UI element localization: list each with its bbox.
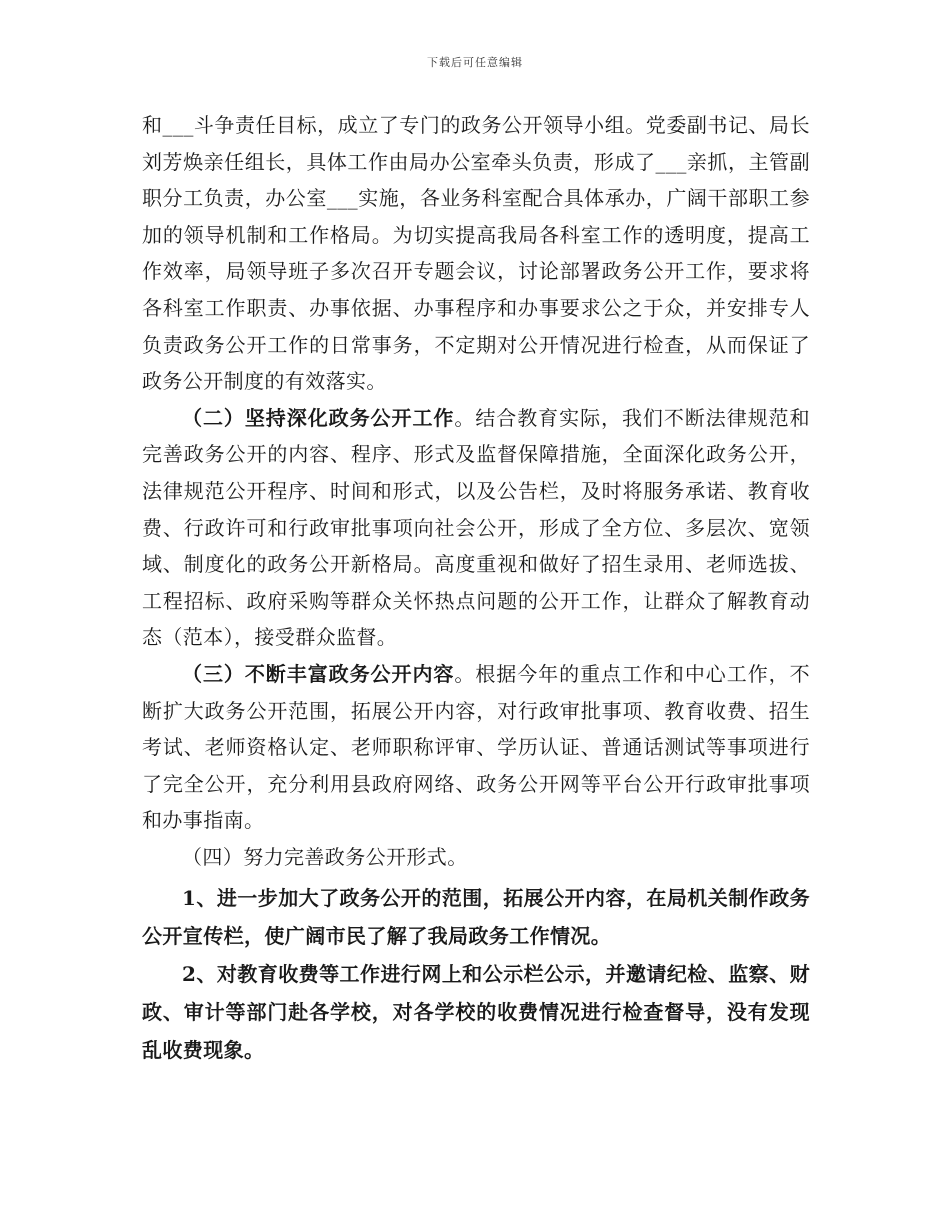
list-items <box>142 879 810 1069</box>
paragraph-enrich-content <box>142 656 810 839</box>
section-heading-2: （二）坚持深化政务公开工作 <box>182 405 455 430</box>
section-heading-4: （四）努力完善政务公开形式。 <box>182 844 468 869</box>
list-item-1: 1、进一步加大了政务公开的范围，拓展公开内容，在局机关制作政务公开宣传栏，使广阔市民了解了我局政务工作情况。 <box>142 886 810 949</box>
section-body-2: 。结合教育实际，我们不断法律规范和完善政务公开的内容、程序、形式及监督保障措施，全面深化政务公开，法律规范公开程序、时间和形式，以及公告栏，及时将服务承诺、教育收费、行政许可和行政审批事项向社会公开，形成了全方位、多层次、宽领域、制度化的政务公开新格局。高度重视和做好了招生录用、老师选拔、工程招标、政府采购等群众关怀热点问题的公开工作，让群众了解教育动态（范本），接受群众监督。 <box>142 405 810 650</box>
paragraph-deepen-openness <box>142 400 810 656</box>
document-body <box>142 107 810 1069</box>
list-item-2: 2、对教育收费等工作进行网上和公示栏公示，并邀请纪检、监察、财政、审计等部门赴各学校，对各学校的收费情况进行检查督导，没有发现乱收费现象。 <box>142 962 810 1063</box>
section-body-3: 。根据今年的重点工作和中心工作，不断扩大政务公开范围，拓展公开内容，对行政审批事项、教育收费、招生考试、老师资格认定、老师职称评审、学历认证、普通话测试等事项进行了完全公开，充分利用县政府网络、政务公开网等平台公开行政审批事项和办事指南。 <box>142 661 810 833</box>
section-heading-3: （三）不断丰富政务公开内容 <box>182 661 455 686</box>
page-header: 下载后可任意编辑 <box>427 56 523 69</box>
paragraph-leadership: 和___斗争责任目标，成立了专门的政务公开领导小组。党委副书记、局长刘芳焕亲任组长，具体工作由局办公室牵头负责，形成了___亲抓，主管副职分工负责，办公室___实施，各业务科室配合具体承办，广阔干部职工参加的领导机制和工作格局。为切实提高我局各科室工作的透明度，提高工作效率，局领导班子多次召开专题会议，讨论部署政务公开工作，要求将各科室工作职责、办事依据、办事程序和办事要求公之于众，并安排专人负责政务公开工作的日常事务，不定期对公开情况进行检查，从而保证了政务公开制度的有效落实。 <box>142 113 810 394</box>
